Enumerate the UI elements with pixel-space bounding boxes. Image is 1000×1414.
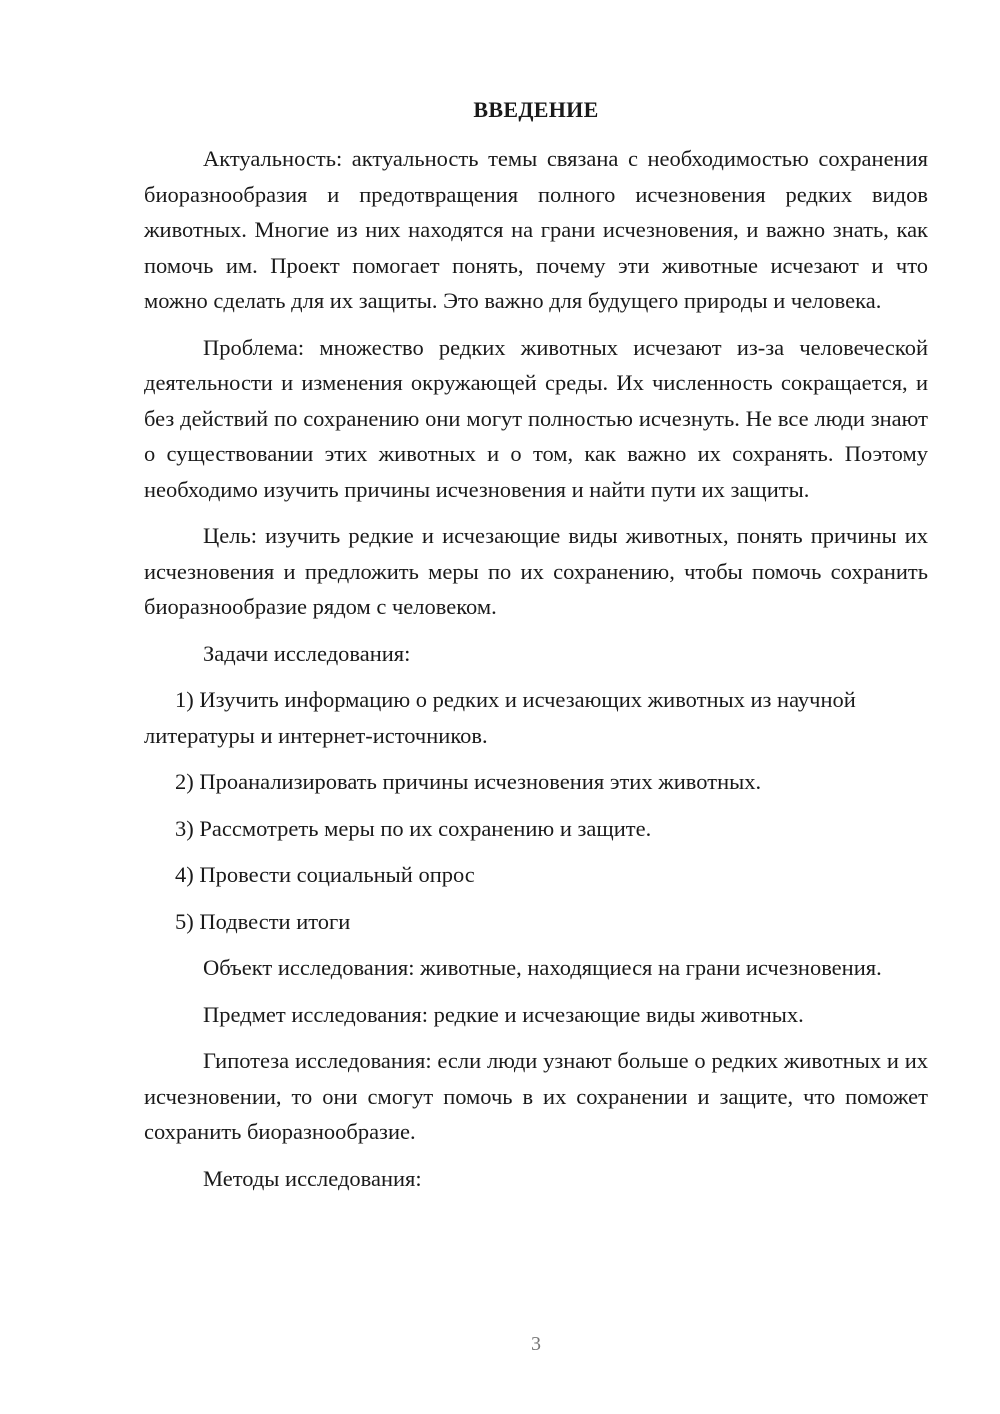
paragraph-subject: Предмет исследования: редкие и исчезающие виды животных. [203,1001,804,1027]
paragraph-goal: Цель: изучить редкие и исчезающие виды животных, понять причины их исчезновения и предложить меры по их сохранению, чтобы помочь сохранить биоразнообразие рядом с человеком. [144,523,928,619]
methods-heading: Методы исследования: [203,1165,422,1191]
body-text [144,141,928,1207]
tasks-heading: Задачи исследования: [203,640,411,666]
task-item: 4) Провести социальный опрос [175,862,475,887]
paragraph-object: Объект исследования: животные, находящиеся на грани исчезновения. [203,955,882,980]
task-item: 3) Рассмотреть меры по их сохранению и защите. [175,815,652,841]
paragraph-problem: Проблема: множество редких животных исчезают из-за человеческой деятельности и изменения окружающей среды. Их численность сокращается, и без действий по сохранению они могут полностью исчезнуть. Не все люди знают о существовании этих животных и о том, как важно их сохранять. Поэтому необходимо изучить причины исчезновения и найти пути их защиты. [144,334,928,502]
page-number: 3 [531,1333,541,1355]
task-item: 1) Изучить информацию о редких и исчезающих животных из научной литературы и интернет-источников. [144,687,856,748]
paragraph-hypothesis: Гипотеза исследования: если люди узнают больше о редких животных и их исчезновении, то они смогут помочь в их сохранении и защите, что поможет сохранить биоразнообразие. [144,1048,928,1144]
page-title: ВВЕДЕНИЕ [473,97,599,122]
paragraph-relevance: Актуальность: актуальность темы связана с необходимостью сохранения биоразнообразия и предотвращения полного исчезновения редких видов животных. Многие из них находятся на грани исчезновения, и важно знать, как помочь им. Проект помогает понять, почему эти животные исчезают и что можно сделать для их защиты. Это важно для будущего природы и человека. [144,146,928,313]
task-item: 2) Проанализировать причины исчезновения этих животных. [175,769,762,794]
task-item: 5) Подвести итоги [175,908,351,934]
